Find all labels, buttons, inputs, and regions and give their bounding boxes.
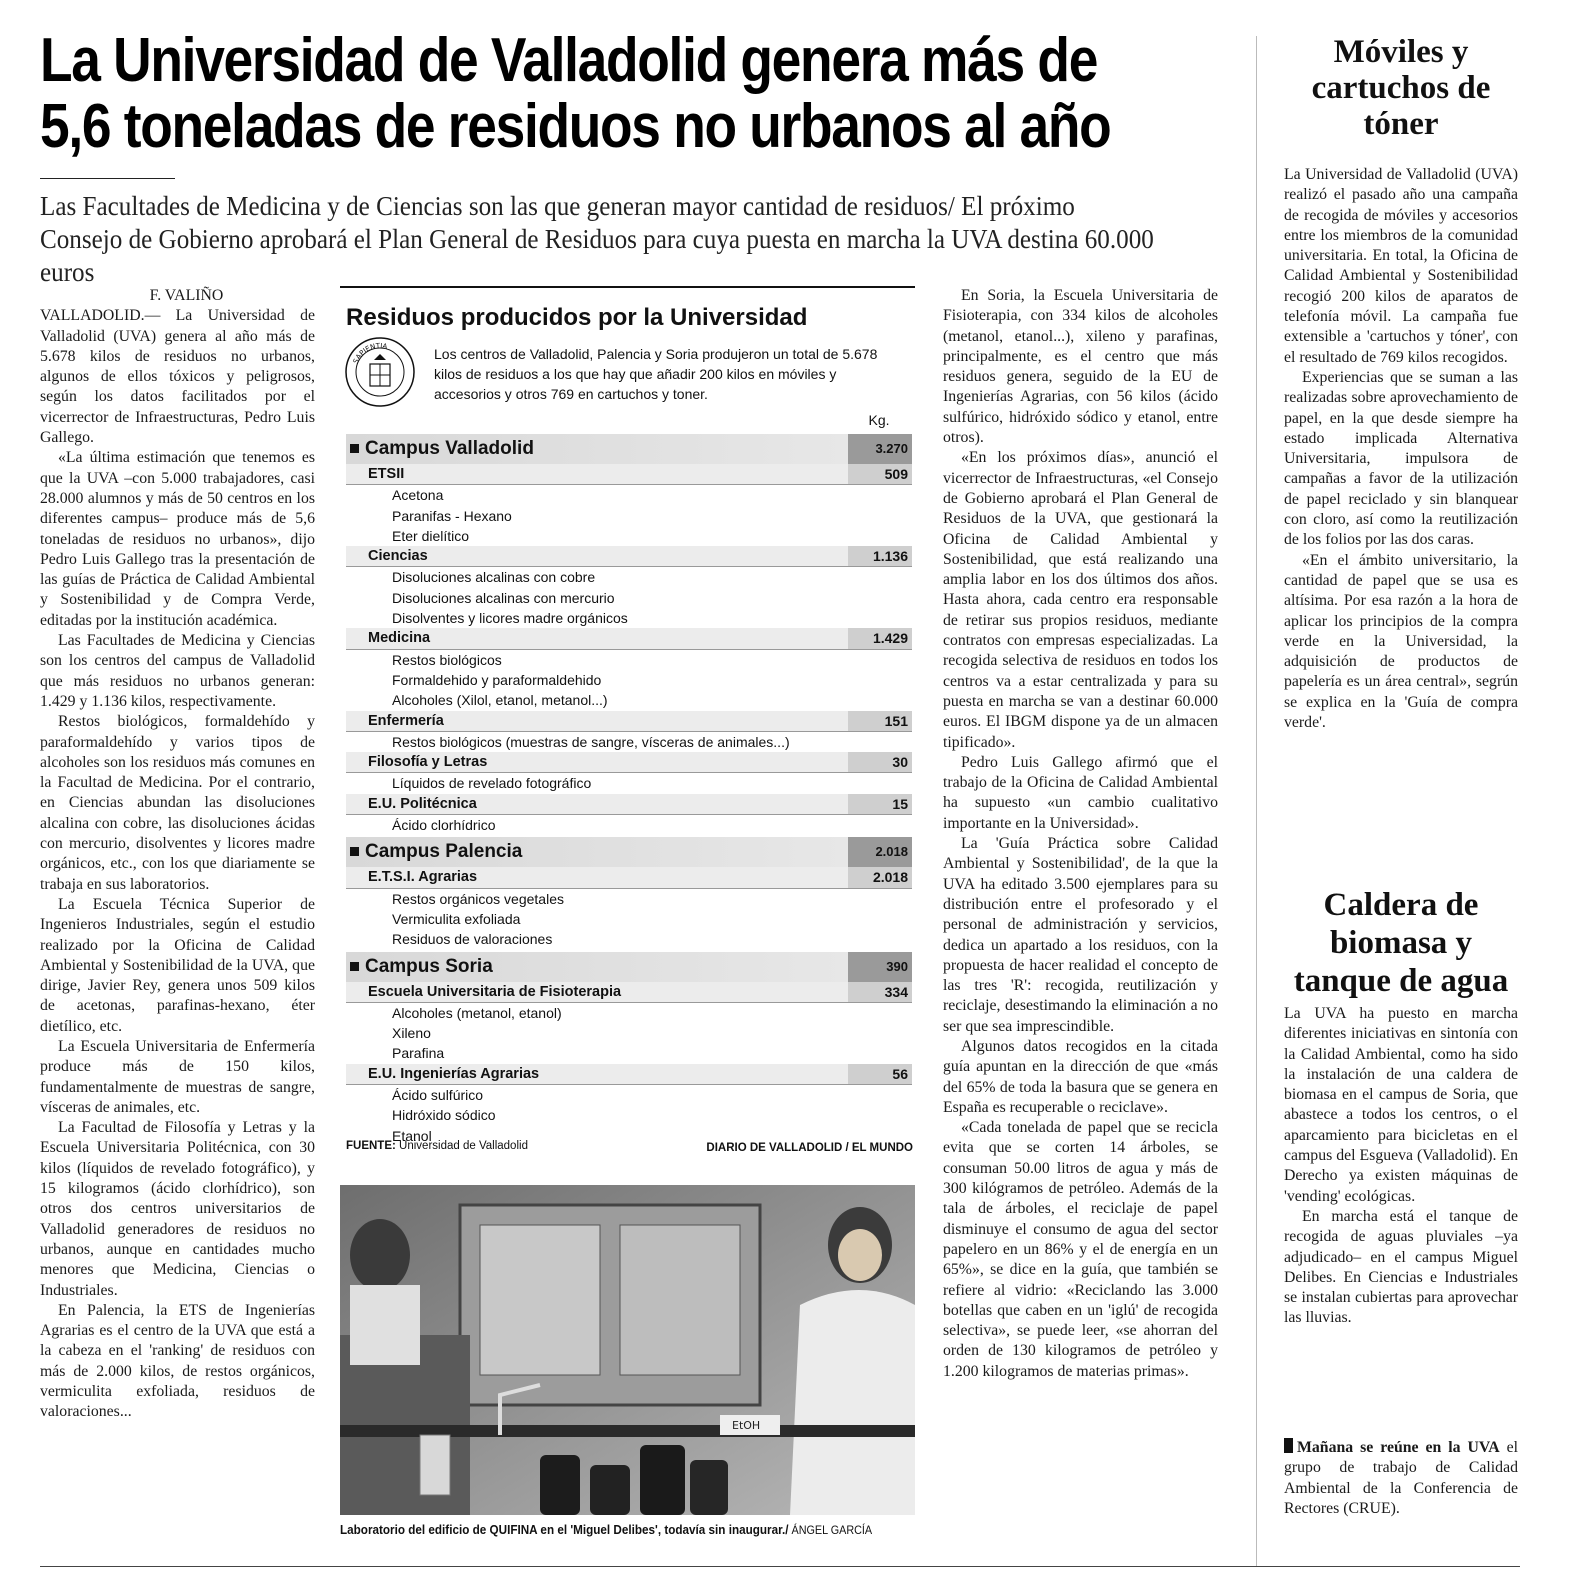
- sidebar-column-phones: [1284, 165, 1518, 733]
- divider: [40, 178, 175, 179]
- row-label: ETSII: [368, 466, 405, 482]
- row-label: Eter dielítico: [392, 527, 470, 544]
- paragraph: «En el ámbito universitario, la cantidad de papel que se usa es altísima. Por esa razón a la hora de aplicar los principios de la compra verde en la Universidad, la adquisición de productos de papelería es un área central», segrún se explica en la 'Guía de compra verde'.: [1284, 551, 1518, 732]
- paragraph: «La última estimación que tenemos es que la UVA –con 5.000 trabajadores, casi 28.000 alumnos y más de 50 centros en los diferentes campus– produce más de 5,6 toneladas de residuos no urbanos», dijo Pedro Luis Gallego tras la presentación de las guías de Práctica de Calidad Ambiental y Sostenibilidad y de Compra Verde, editadas por la institución académica.: [40, 449, 315, 629]
- row-value: 56: [848, 1064, 912, 1084]
- center-row: [346, 628, 912, 649]
- waste-item-row: [346, 506, 912, 526]
- row-value: 2.018: [848, 867, 912, 887]
- row-label: E.U. Politécnica: [368, 795, 477, 812]
- square-bullet-icon: [350, 962, 359, 971]
- row-label: Residuos de valoraciones: [392, 931, 553, 948]
- row-value: 1.136: [848, 546, 912, 566]
- row-label: Escuela Universitaria de Fisioterapia: [368, 983, 622, 1000]
- headline-line-2: 5,6 toneladas de residuos no urbanos al año: [40, 92, 1111, 161]
- row-label: Ciencias: [368, 548, 428, 565]
- laboratory-photo: [340, 1185, 915, 1515]
- sidebar-final-note: [1284, 1438, 1518, 1519]
- row-value: 390: [848, 952, 912, 982]
- bottle-label: EtOH: [732, 1419, 761, 1432]
- center-row: [346, 464, 912, 485]
- square-bullet-icon: [350, 444, 359, 453]
- waste-item-row: [346, 588, 912, 608]
- waste-item-row: [346, 732, 912, 752]
- paragraph: Experiencias que se suman a las realizadas sobre aprovechamiento de papel, en la que desde siempre ha estado implicada Alternativa Universitaria, impulsora de campañas a favor de la utilización de papel reciclado y sin blanquear con cloro, así como la reutilización de los folios por las dos caras.: [1284, 368, 1518, 549]
- paragraph: VALLADOLID.— La Universidad de Valladolid (UVA) genera al año más de 5.678 kilos de residuos no urbanos, algunos de ellos tóxicos y peligrosos, según los datos facilitados por el vicerrector de Infraestructuras, Pedro Luis Gallego.: [40, 307, 315, 447]
- final-note-lead: Mañana se reúne en la UVA: [1297, 1439, 1500, 1456]
- article-column-1: [40, 286, 315, 1423]
- waste-item-row: [346, 1003, 912, 1023]
- paragraph: La Escuela Universitaria de Enfermería produce más de 150 kilos, fundamentalmente de muestras de sangre, vísceras de animales, etc.: [40, 1037, 315, 1116]
- headline-line-1: La Universidad de Valladolid genera más de: [40, 26, 1098, 95]
- sidebar-heading-biomass: Caldera de biomasa y tanque de agua: [1293, 887, 1509, 999]
- center-row: [346, 546, 912, 567]
- paragraph: La Facultad de Filosofía y Letras y la Escuela Universitaria Politécnica, con 30 kilos (líquidos de revelado fotográfico), y 15 kilogramos (ácido clorhídrico), son otros dos centros universitarios de Valladolid generadores de residuos no urbanos, aunque en cantidades mucho menores que Medicina, Ciencias o Industriales.: [40, 1119, 315, 1299]
- article-column-3: [943, 286, 1218, 1382]
- row-label: Campus Valladolid: [365, 438, 534, 459]
- row-label: Parafina: [392, 1045, 445, 1062]
- photo-credit: ÁNGEL GARCÍA: [788, 1523, 873, 1537]
- subheadline: Las Facultades de Medicina y de Ciencias son las que generan mayor cantidad de residuos/ El próximo Consejo de Gobierno aprobará el Plan General de Residuos para cuya puesta en marcha la UVA destina 60.000 euros: [40, 191, 1154, 287]
- row-value: 3.270: [848, 434, 912, 464]
- row-label: Acetona: [392, 487, 444, 504]
- university-seal-icon: [344, 336, 416, 408]
- waste-item-row: [346, 1043, 912, 1063]
- campus-row: [346, 952, 912, 982]
- row-label: Ácido sulfúrico: [392, 1087, 484, 1104]
- row-label: Vermiculita exfoliada: [392, 910, 521, 927]
- row-label: Disolventes y licores madre orgánicos: [392, 610, 628, 627]
- row-label: Líquidos de revelado fotográfico: [392, 775, 592, 792]
- center-row: [346, 867, 912, 888]
- paragraph: La UVA ha puesto en marcha diferentes iniciativas en sintonía con la Calidad Ambiental, como ha sido la instalación de una caldera de biomasa en el campus de Soria, que abastece a todos los centros, o el aparcamiento para bicicletas en el campus del Esgueva (Valladolid). En Derecho ya existen máquinas de 'vending' ecológicas.: [1284, 1005, 1518, 1205]
- campus-row: [346, 837, 912, 867]
- center-row: [346, 1064, 912, 1085]
- waste-item-row: [346, 1105, 912, 1125]
- row-label: Restos biológicos (muestras de sangre, vísceras de animales...): [392, 733, 790, 750]
- row-label: Filosofía y Letras: [368, 754, 488, 771]
- waste-item-row: [346, 670, 912, 690]
- row-label: Campus Soria: [365, 955, 493, 977]
- paragraph: Las Facultades de Medicina y Ciencias son los centros del campus de Valladolid que más residuos no urbanos generan: 1.429 y 1.136 kilos, respectivamente.: [40, 632, 315, 710]
- source-note: FUENTE: Universidad de Valladolid: [346, 1140, 528, 1152]
- infographic-top-rule: [340, 286, 915, 288]
- paragraph: La Escuela Técnica Superior de Ingenieros Industriales, según el estudio realizado por la Oficina de Calidad Ambiental y Sostenibilidad de la UVA, que dirige, Javier Rey, genera unos 509 kilos de acetonas, parafinas-hexano, éter dietílico, etc.: [40, 895, 315, 1035]
- waste-item-row: [346, 567, 912, 587]
- waste-item-row: [346, 1085, 912, 1105]
- center-row: [346, 711, 912, 732]
- paragraph: «Cada tonelada de papel que se recicla evita que se corten 14 árboles, se consuman 50.00 litros de agua y más de 300 kilógramos de petróleo. Además de la tala de árboles, el reciclaje de papel disminuye el consumo de agua del sector papelero en un 86% y el de energía en un 65%», se dice en la guía, que también se refiere al vidrio: «Reciclando las 3.000 botellas que caben en un 'iglú' de recogida selectiva», se puede leer, «se ahorran del orden de 130 kilogramos de petróleo y 1.200 kilogramos de materias primas».: [943, 1119, 1218, 1380]
- page-bottom-rule: [40, 1566, 1520, 1567]
- row-value: 151: [848, 711, 912, 731]
- bullet-block-icon: [1284, 1438, 1293, 1453]
- paragraph: En Soria, la Escuela Universitaria de Fisioterapia, con 334 kilos de alcoholes (metanol, etanol...), xileno y parafinas, principalmente, es el centro que más residuos genera, seguido de la EU de Ingenierías Agrarias, con 56 kilos (ácido sulfúrico, hidróxido sódico y etanol, entre otros).: [943, 287, 1218, 447]
- waste-item-row: [346, 929, 912, 949]
- row-label: Disoluciones alcalinas con cobre: [392, 569, 596, 586]
- svg-text:SAPIENTIA: [352, 342, 388, 365]
- row-label: E.T.S.I. Agrarias: [368, 869, 478, 886]
- headline: [40, 26, 1111, 161]
- row-label: Formaldehido y paraformaldehido: [392, 671, 602, 688]
- waste-item-row: [346, 690, 912, 710]
- row-label: Alcoholes (Xilol, etanol, metanol...): [392, 692, 608, 709]
- waste-item-row: [346, 909, 912, 929]
- row-value: 509: [848, 464, 912, 484]
- paragraph: La Universidad de Valladolid (UVA) realizó el pasado año una campaña de recogida de móviles y accesorios entre los miembros de la comunidad universitaria. En total, la Oficina de Calidad Ambiental y Sostenibilidad recogió 200 kilos de aparatos de telefonía móvil. La campaña fue extensible a 'cartuchos y tóner', con el resultado de 769 kilos recogidos.: [1284, 166, 1518, 366]
- waste-item-row: [346, 773, 912, 793]
- photo-caption: Laboratorio del edificio de QUIFINA en el 'Miguel Delibes', todavía sin inaugurar./ ÁNGEL GARCÍA: [340, 1522, 873, 1537]
- row-label: Ácido clorhídrico: [392, 817, 496, 834]
- row-label: Medicina: [368, 630, 431, 647]
- graphic-credit: DIARIO DE VALLADOLID / EL MUNDO: [706, 1142, 913, 1154]
- paragraph: Algunos datos recogidos en la citada guía apuntan en la dirección de que «más del 65% de toda la basura que se genera en España es recuperable o reciclave».: [943, 1037, 1218, 1116]
- row-label: Disoluciones alcalinas con mercurio: [392, 589, 615, 606]
- row-label: Restos orgánicos vegetales: [392, 890, 564, 907]
- row-value: 1.429: [848, 628, 912, 648]
- square-bullet-icon: [350, 847, 359, 856]
- sidebar-heading-phones: Móviles y cartuchos de tóner: [1311, 34, 1491, 142]
- campus-row: [346, 434, 912, 464]
- paragraph: Pedro Luis Gallego afirmó que el trabajo de la Oficina de Calidad Ambiental ha supuesto «un cambio cualitativo importante en la Universidad».: [943, 753, 1218, 832]
- row-value: 30: [848, 752, 912, 772]
- row-label: Alcoholes (metanol, etanol): [392, 1004, 562, 1021]
- center-row: [346, 794, 912, 815]
- paragraph: En Palencia, la ETS de Ingenierías Agrarias es el centro de la UVA que está a la cabeza en el 'ranking' de residuos con más de 2.000 kilos, de restos orgánicos, vermiculita exfoliada, residuos de valoraciones...: [40, 1301, 315, 1421]
- row-label: Xileno: [392, 1025, 431, 1042]
- waste-table: [346, 432, 912, 1146]
- row-label: Campus Palencia: [365, 841, 523, 863]
- infographic-title: Residuos producidos por la Universidad: [346, 304, 808, 331]
- row-label: Etanol: [392, 1127, 432, 1144]
- final-note-text: el grupo de trabajo de Calidad Ambiental de la Conferencia de Rectores (CRUE).: [1284, 1439, 1518, 1517]
- row-label: Hidróxido sódico: [392, 1107, 496, 1124]
- sidebar-column-biomass: [1284, 1004, 1518, 1329]
- paragraph: Restos biológicos, formaldehído y paraformaldehído y varios tipos de alcoholes son los residuos más comunes en la Facultad de Medicina. Por el contrario, en Ciencias abundan las disoluciones alcalina con cobre, las disoluciones ácidas con mercurio, disolventes y licores madre orgánicos, etc., con los que diariamente se trabaja en sus laboratorios.: [40, 713, 315, 893]
- units-label: Kg.: [868, 412, 890, 428]
- paragraph: La 'Guía Práctica sobre Calidad Ambiental y Sostenibilidad', de la que la UVA ha editado 3.500 ejemplares para su distribución entre el profesorado y el personal de administración y servicios, dedica un apartado a los residuos, con la propuesta de hacer realidad el concepto de las tres 'R': recogida, reutilización y reciclaje, desestimando la eliminación a no ser que sea imprescindible.: [943, 835, 1218, 1035]
- row-value: 2.018: [848, 837, 912, 867]
- waste-item-row: [346, 650, 912, 670]
- photo-illustration: [340, 1185, 915, 1515]
- infographic-intro: Los centros de Valladolid, Palencia y Soria produjeron un total de 5.678 kilos de residuos a los que hay que añadir 200 kilos en móviles y accesorios y otros 769 en cartuchos y toner.: [434, 346, 878, 402]
- paragraph: En marcha está el tanque de recogida de aguas pluviales –ya adjudicado– en el campus Miguel Delibes. En Ciencias e Industriales se instalan cubiertas para aprovechar las lluvias.: [1284, 1207, 1518, 1327]
- row-label: Enfermería: [368, 712, 444, 729]
- row-label: E.U. Ingenierías Agrarias: [368, 1065, 540, 1082]
- waste-item-row: [346, 485, 912, 505]
- waste-item-row: [346, 815, 912, 835]
- row-value: 15: [848, 794, 912, 814]
- seal-text: SAPIENTIA: [351, 341, 389, 365]
- paragraph: «En los próximos días», anunció el vicerrector de Infraestructuras, «el Consejo de Gobierno aprobará el Plan General de Residuos de la UVA, que gestionará la Oficina de Calidad Ambiental y Sostenibilidad, que está realizando una amplia labor en los dos últimos dos años. Hasta ahora, cada centro era responsable de retirar sus propios residuos, mediante contratos con empresas especializadas. La recogida selectiva de residuos en todos los centros va a estar centralizada y para su puesta en marcha se van a destinar 60.000 euros. El IBGM dispone ya de un almacen tipificado».: [943, 449, 1218, 751]
- waste-item-row: [346, 1023, 912, 1043]
- row-label: Restos biológicos: [392, 651, 502, 668]
- byline: F. VALIÑO: [149, 287, 224, 304]
- waste-item-row: [346, 889, 912, 909]
- waste-item-row: [346, 526, 912, 546]
- center-row: [346, 752, 912, 773]
- waste-item-row: [346, 608, 912, 628]
- center-row: [346, 982, 912, 1003]
- column-divider: [1256, 36, 1257, 1566]
- row-label: Paranifas - Hexano: [392, 507, 512, 524]
- row-value: 334: [848, 982, 912, 1002]
- col1-paragraphs: [40, 306, 315, 1422]
- waste-infographic: [340, 286, 915, 1166]
